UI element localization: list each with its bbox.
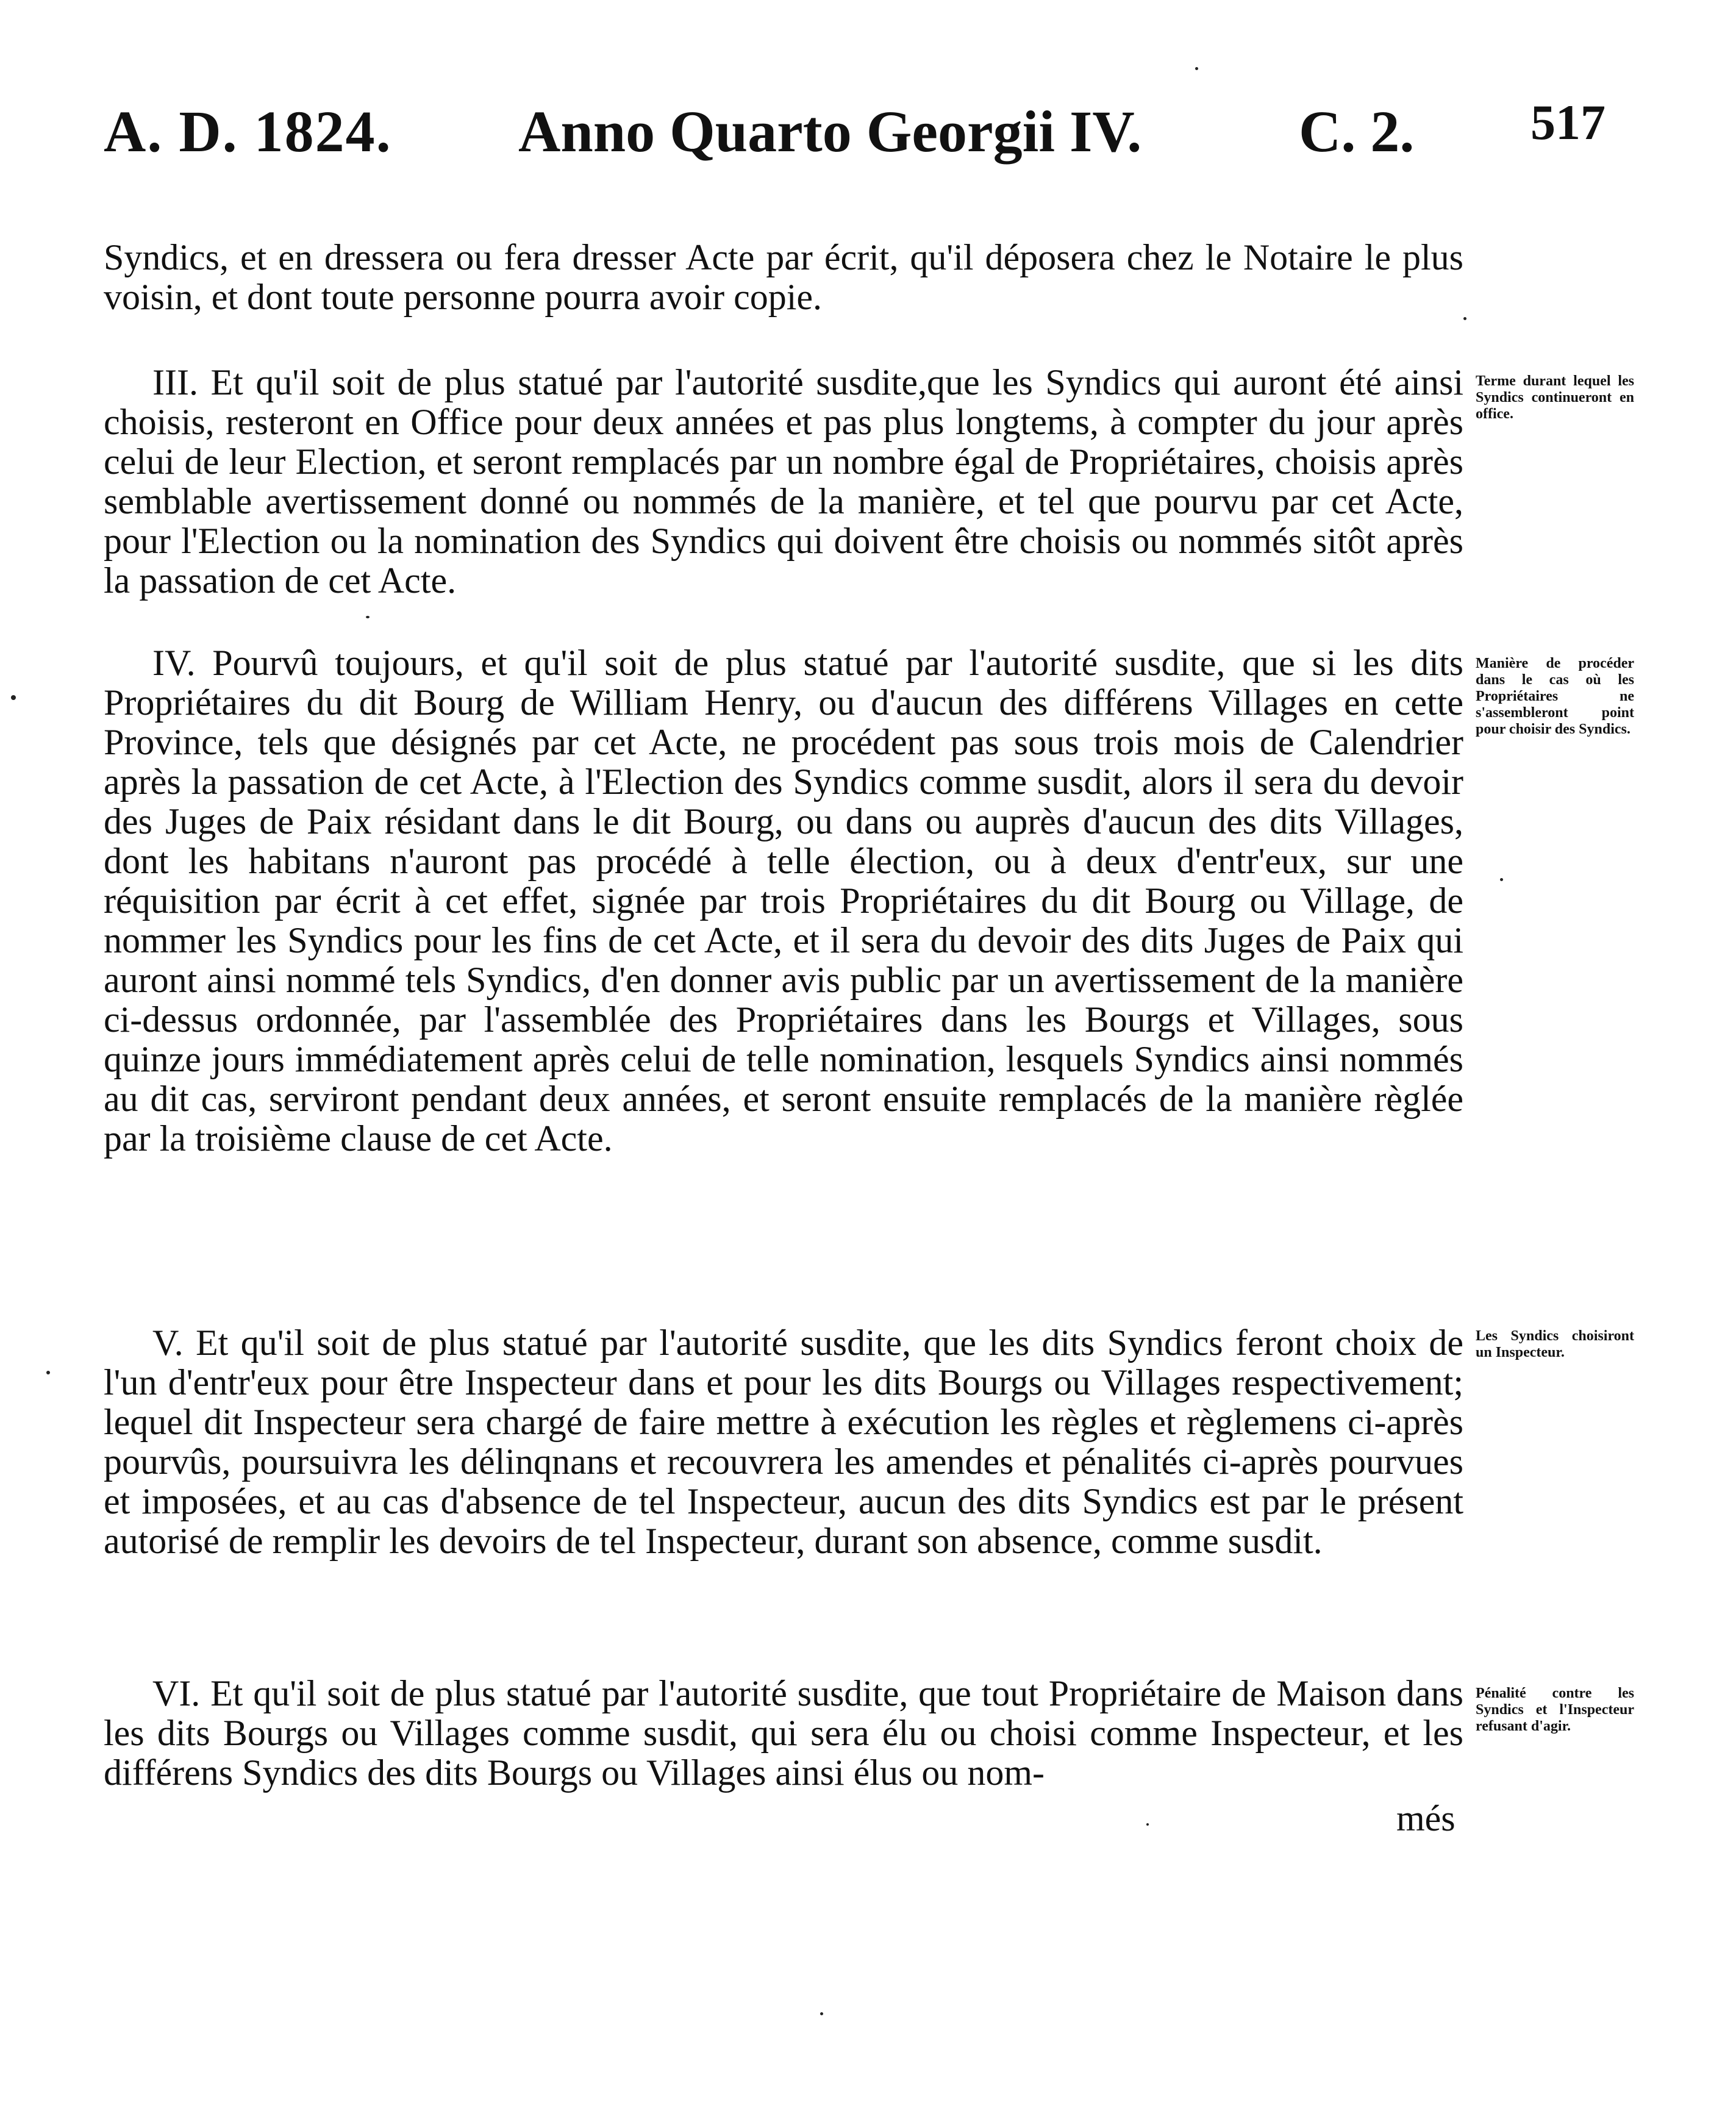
print-speck bbox=[820, 2012, 823, 2015]
paragraph-continuation bbox=[104, 238, 1463, 317]
paragraph-text: IV. Pourvû toujours, et qu'il soit de plus statué par l'autorité susdite, que si les dits Propriétaires du dit Bourg de William Henry, ou d'aucun des différens Villages en cette Province, tels que désignés par cet Acte, ne procédent pas sous trois mois de Calendrier après la passation de cet Acte, à l'Election des Syndics comme susdit, alors il sera du devoir des Juges de Paix résidant dans le dit Bourg, ou dans ou auprès d'aucun des dits Villages, dont les habitans n'auront pas procédé à telle élection, ou à deux d'entr'eux, sur une réquisition par écrit à cet effet, signée par trois Propriétaires du dit Bourg ou Village, de nommer les Syndics pour les fins de cet Acte, et il sera du devoir des dits Juges de Paix qui auront ainsi nommé tels Syndics, d'en donner avis public par un avertissement de la manière ci-dessus ordonnée, par l'assemblée des Propriétaires dans les Bourgs et Villages, sous quinze jours immédiatement après celui de telle nomination, lesquels Syndics ainsi nommés au dit cas, serviront pendant deux années, et seront ensuite remplacés de la manière règlée par la troisième clause de cet Acte. bbox=[104, 643, 1463, 1159]
catchword: més bbox=[1396, 1798, 1456, 1838]
paragraph-section-5 bbox=[104, 1323, 1463, 1561]
print-speck bbox=[1500, 878, 1503, 881]
margin-note-section-5: Les Syndics choisiront un Inspecteur. bbox=[1476, 1328, 1634, 1360]
paragraph-text: V. Et qu'il soit de plus statué par l'autorité susdite, que les dits Syndics feront choix de l'un d'entr'eux pour être Inspecteur dans et pour les dits Bourgs ou Villages respectivement; lequel dit Inspecteur sera chargé de faire mettre à exécution les règles et règlemens ci-après pourvûs, poursuivra les délinqnans et recouvrera les amendes et pénalités ci-après pourvues et imposées, et au cas d'absence de tel Inspecteur, aucun des dits Syndics est par le présent autorisé de remplir les devoirs de tel Inspecteur, durant son absence, comme susdit. bbox=[104, 1323, 1463, 1561]
margin-note-section-3: Terme durant lequel les Syndics continueront en office. bbox=[1476, 373, 1634, 422]
print-speck bbox=[1195, 67, 1198, 70]
print-speck bbox=[1463, 317, 1466, 320]
print-speck bbox=[1146, 1823, 1149, 1826]
print-speck bbox=[366, 616, 370, 618]
paragraph-section-4 bbox=[104, 643, 1463, 1159]
running-header bbox=[104, 95, 1628, 183]
print-speck bbox=[46, 1371, 50, 1374]
margin-note-section-4: Manière de procéder dans le cas où les Propriétaires ne s'assembleront point pour choisir des Syndics. bbox=[1476, 656, 1634, 737]
paragraph-text: VI. Et qu'il soit de plus statué par l'autorité susdite, que tout Propriétaire de Maison dans les dits Bourgs ou Villages comme susdit, qui sera élu ou choisi comme Inspecteur, et les différens Syndics des dits Bourgs ou Villages ainsi élus ou nom- bbox=[104, 1673, 1463, 1793]
header-chapter: C. 2. bbox=[1299, 99, 1415, 164]
margin-note-section-6: Pénalité contre les Syndics et l'Inspecteur refusant d'agir. bbox=[1476, 1685, 1634, 1734]
page-number: 517 bbox=[1531, 95, 1606, 150]
paragraph-section-3 bbox=[104, 363, 1463, 601]
print-speck bbox=[11, 695, 16, 700]
paragraph-text: Syndics, et en dressera ou fera dresser Acte par écrit, qu'il déposera chez le Notaire le plus voisin, et dont toute personne pourra avoir copie. bbox=[104, 237, 1463, 317]
header-title: Anno Quarto Georgii IV. bbox=[518, 99, 1142, 164]
paragraph-text: III. Et qu'il soit de plus statué par l'autorité susdite,que les Syndics qui auront été ainsi choisis, resteront en Office pour deux années et pas plus longtems, à compter du jour après celui de leur Election, et seront remplacés par un nombre égal de Propriétaires, choisis après semblable avertissement donné ou nommés de la manière, et tel que pourvu par cet Acte, pour l'Election ou la nomination des Syndics qui doivent être choisis ou nommés sitôt après la passation de cet Acte. bbox=[104, 362, 1463, 601]
header-year: A. D. 1824. bbox=[104, 99, 392, 164]
paragraph-section-6 bbox=[104, 1674, 1463, 1793]
